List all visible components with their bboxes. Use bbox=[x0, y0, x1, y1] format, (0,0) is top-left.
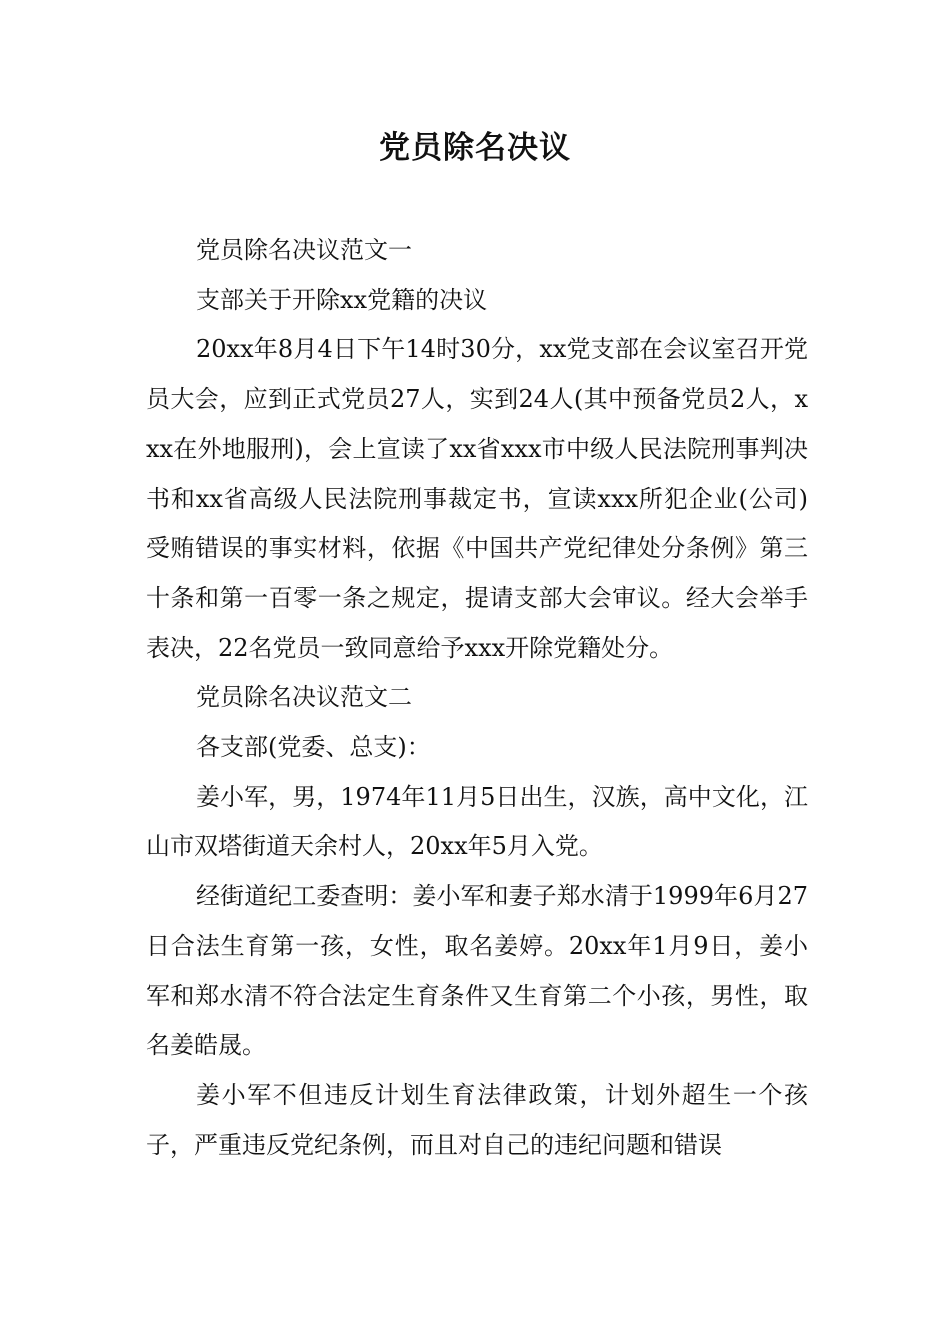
paragraph-sample-two-heading: 党员除名决议范文二 bbox=[196, 683, 412, 712]
document-title: 党员除名决议 bbox=[379, 130, 571, 166]
document-body bbox=[146, 226, 808, 1170]
paragraph-violation: 姜小军不但违反计划生育法律政策，计划外超生一个孩子，严重违反党纪条例，而且对自己的违纪问题和错误 bbox=[146, 1080, 808, 1159]
paragraph-resolution-title: 支部关于开除xx党籍的决议 bbox=[196, 285, 488, 314]
paragraph-addressee: 各支部(党委、总支)： bbox=[196, 733, 431, 762]
paragraph-member-info: 姜小军，男，1974年11月5日出生，汉族，高中文化，江山市双塔街道天余村人，20xx年5月入党。 bbox=[146, 782, 808, 861]
paragraph-sample-one-heading: 党员除名决议范文一 bbox=[196, 236, 412, 264]
paragraph-meeting-record: 20xx年8月4日下午14时30分，xx党支部在会议室召开党员大会，应到正式党员27人，实到24人(其中预备党员2人，xxx在外地服刑)，会上宣读了xx省xxx市中级人民法院刑事判决书和xx省高级人民法院刑事裁定书，宣读xxx所犯企业(公司)受贿错误的事实材料，依据《中国共产党纪律处分条例》第三十条和第一百零一条之规定，提请支部大会审议。经大会举手表决，22名党员一致同意给予xxx开除党籍处分。 bbox=[146, 335, 808, 662]
paragraph-investigation: 经街道纪工委查明：姜小军和妻子郑水清于1999年6月27日合法生育第一孩，女性，取名姜婷。20xx年1月9日，姜小军和郑水清不符合法定生育条件又生育第二个小孩，男性，取名姜皓晟。 bbox=[146, 882, 808, 1060]
